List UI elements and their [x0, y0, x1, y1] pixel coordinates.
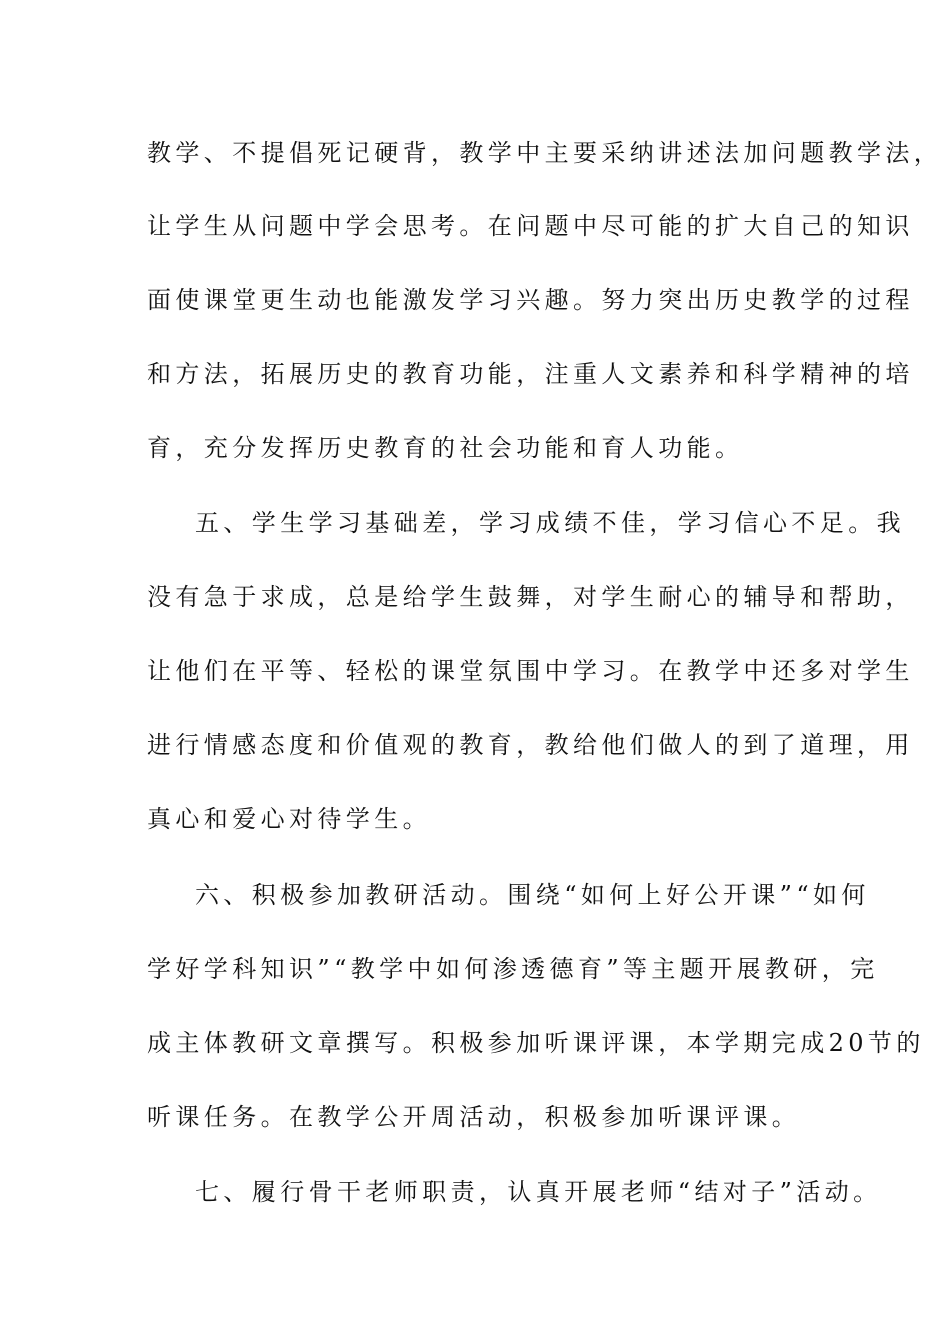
paragraph-line: 育，充分发挥历史教育的社会功能和育人功能。 [147, 434, 744, 462]
paragraph-line: 七、履行骨干老师职责，认真开展老师“结对子”活动。 [195, 1178, 882, 1206]
paragraph-line: 让学生从问题中学会思考。在问题中尽可能的扩大自己的知识 [147, 212, 914, 240]
paragraph-line: 和方法，拓展历史的教育功能，注重人文素养和科学精神的培 [147, 360, 914, 388]
paragraph-line: 进行情感态度和价值观的教育，教给他们做人的到了道理，用 [147, 731, 914, 759]
paragraph-line: 成主体教研文章撰写。积极参加听课评课，本学期完成20节的 [147, 1029, 925, 1057]
paragraph-line: 没有急于求成，总是给学生鼓舞，对学生耐心的辅导和帮助， [147, 583, 914, 611]
paragraph-line: 让他们在平等、轻松的课堂氛围中学习。在教学中还多对学生 [147, 657, 914, 685]
paragraph-line: 听课任务。在教学公开周活动，积极参加听课评课。 [147, 1103, 801, 1131]
paragraph-line: 六、积极参加教研活动。围绕“如何上好公开课”“如何 [195, 881, 870, 909]
paragraph-line: 教学、不提倡死记硬背，教学中主要采纳讲述法加问题教学法， [147, 139, 943, 167]
paragraph-line: 学好学科知识”“教学中如何渗透德育”等主题开展教研，完 [147, 955, 879, 983]
paragraph-line: 面使课堂更生动也能激发学习兴趣。努力突出历史教学的过程 [147, 286, 914, 314]
paragraph-line: 真心和爱心对待学生。 [147, 805, 431, 833]
paragraph-line: 五、学生学习基础差，学习成绩不佳，学习信心不足。我 [195, 509, 905, 537]
